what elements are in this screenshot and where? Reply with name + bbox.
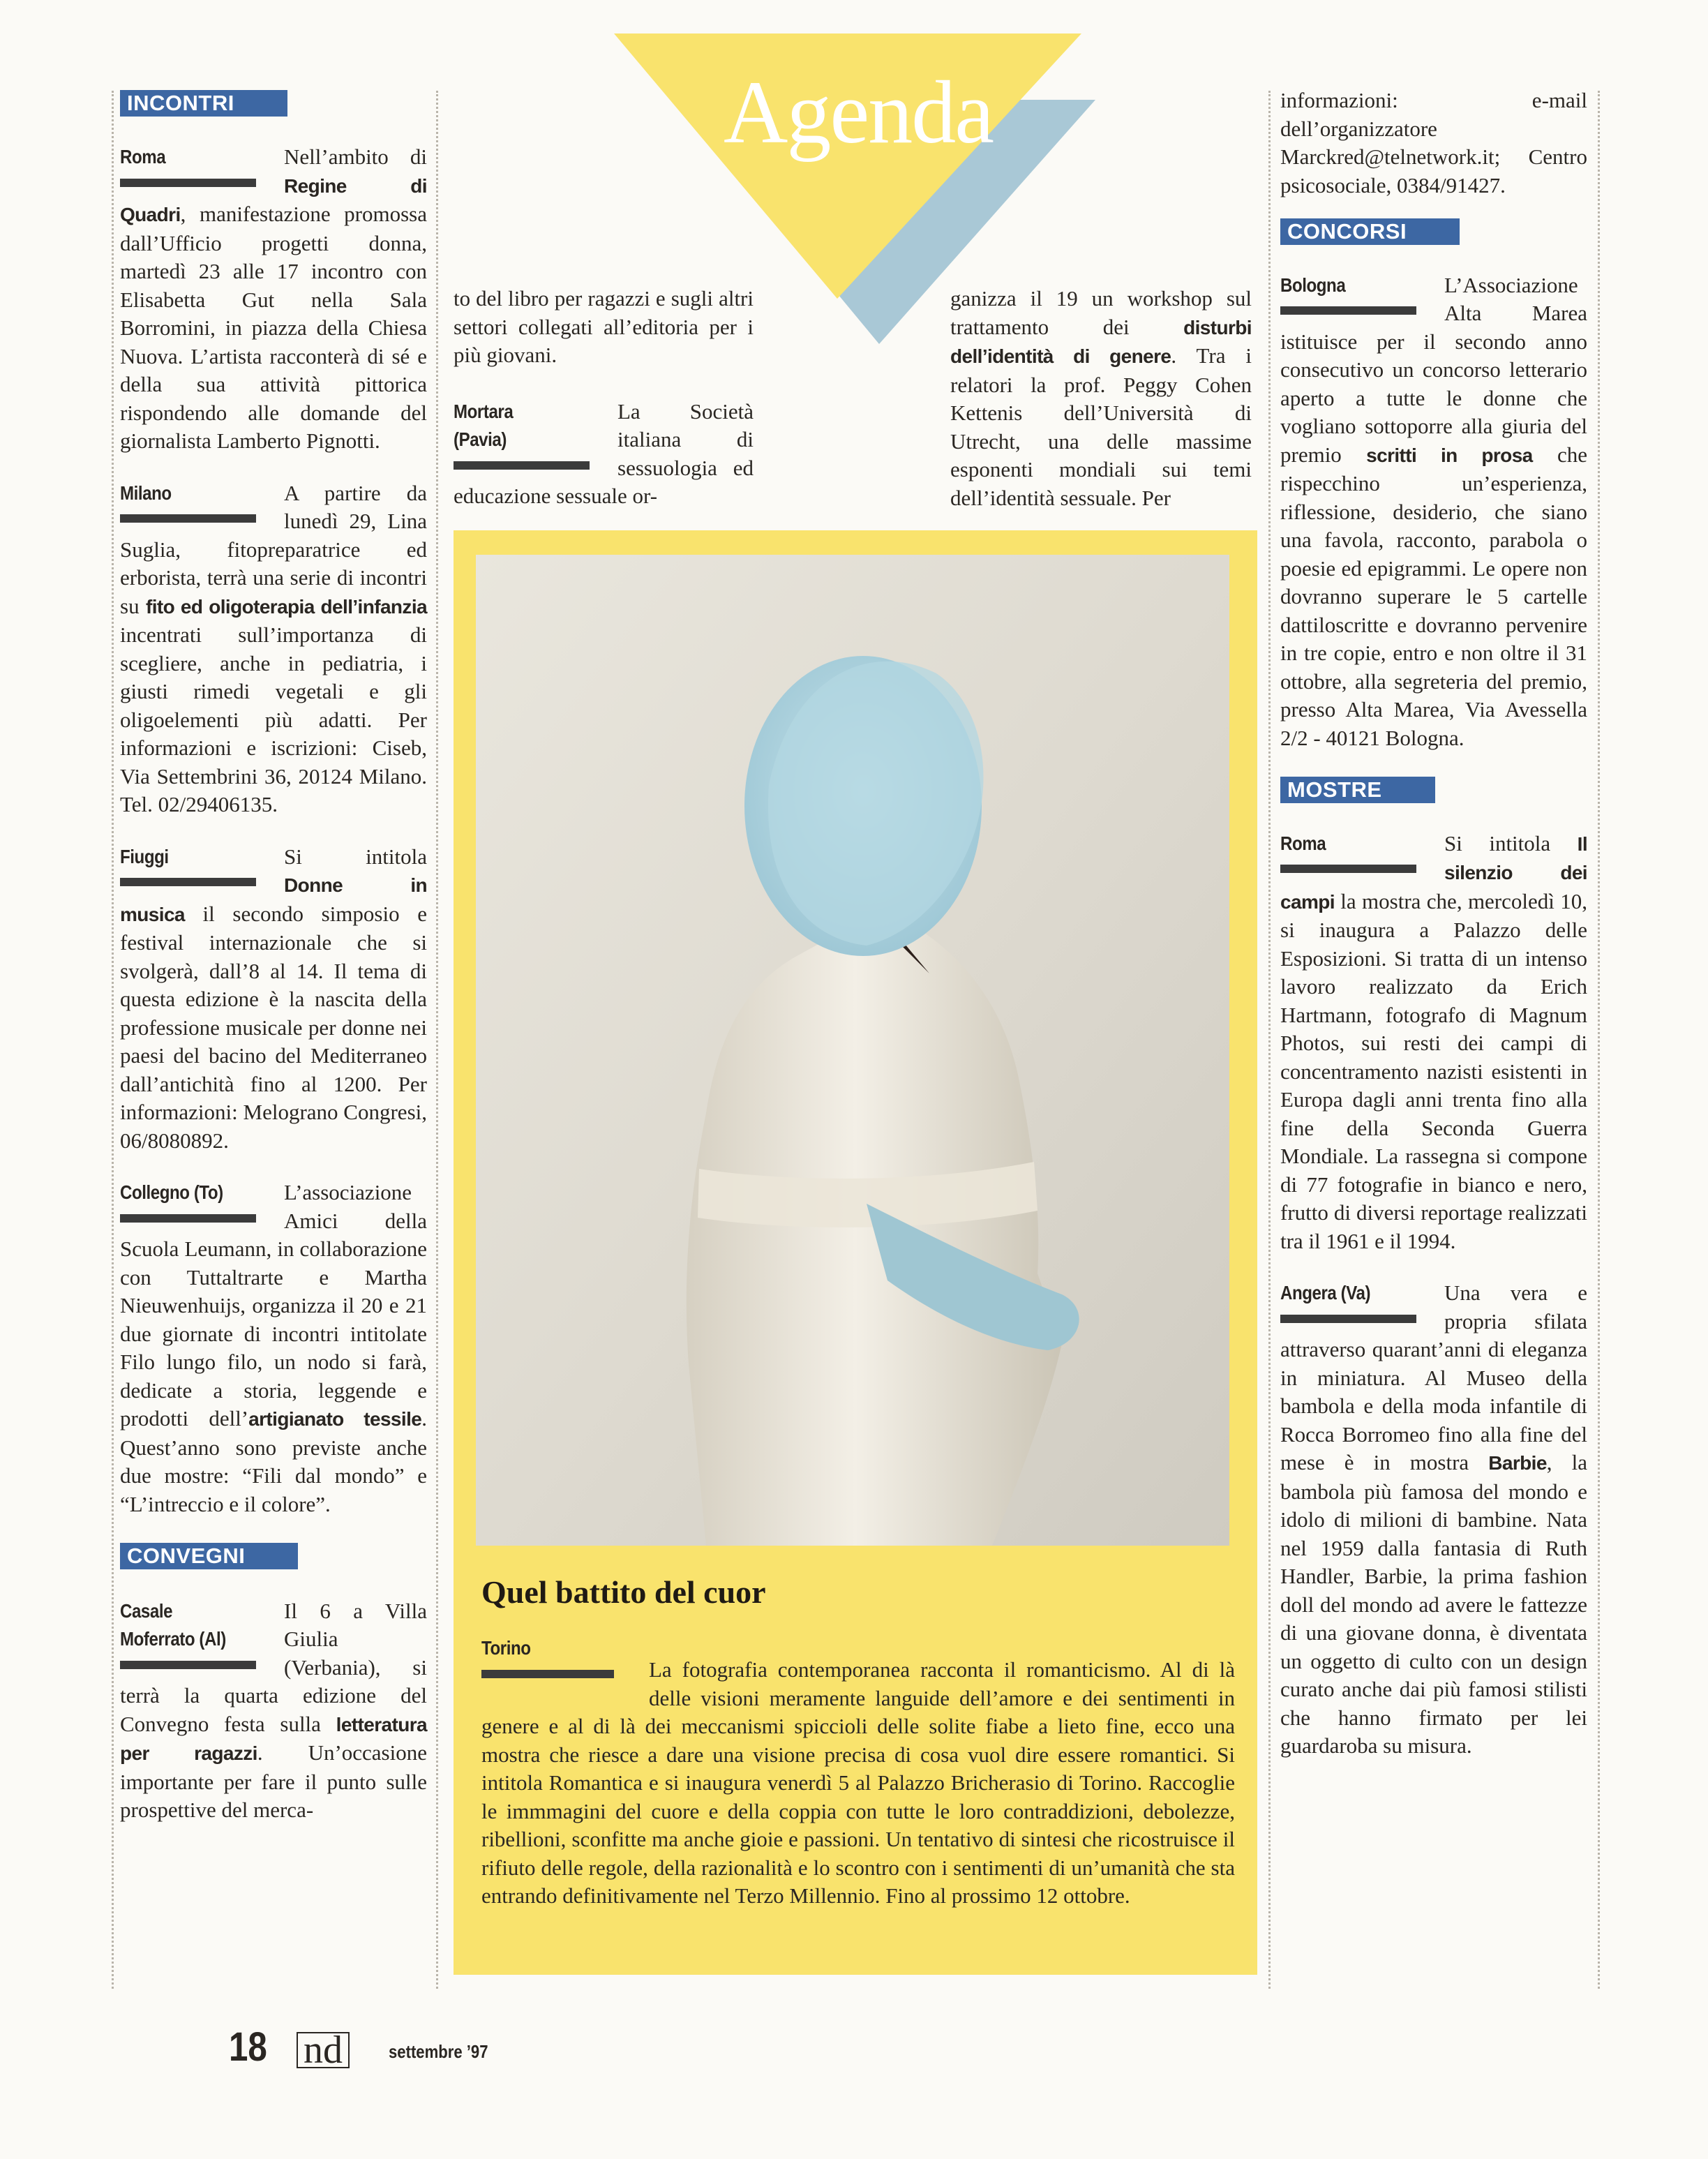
entry-roma-mostre: Roma Si intitola Il silenzio dei campi la mostra che, mercoledì 10, si inaugura a Palazzo delle Esposizioni. Si tratta di un intenso lavoro realizzato da Erich Hartmann, fotografo di Magnum Photos, sui resti dei campi di concentramento nazisti esistenti in Europa dagli anni trenta fino alla fine della Seconda Guerra Mondiale. La rassegna si compone di 77 fotografie in bianco e nero, frutto di diversi reportage realizzati tra il 1961 e il 1994. [1280, 830, 1587, 1253]
city-rule [1280, 306, 1416, 315]
city-rule [120, 878, 256, 886]
continued-text: to del libro per ragazzi e sugli altri settori collegati all’editoria per i più giovani. [454, 286, 754, 367]
column-rule [1268, 91, 1271, 1989]
page-title: Agenda [723, 63, 994, 162]
middle-column-2: ganizza il 19 un workshop sul trattamento dei disturbi dell’identità di genere. Tra i relatori la prof. Peggy Cohen Kettenis dell’Università di Utrecht, una delle massime esponenti mondiali sui temi dell’identità sessuale. Per [950, 286, 1252, 510]
feature-text: Torino La fotografia contemporanea racconta il romanticismo. Al di là delle visioni meramente languide dell’amore e dei sentimenti in genere e al di là dei meccanismi spiccioli delle solite fiabe a lieto fine, ecco una mostra che riesce a dare una visione precisa di cosa vuol dire essere romantici. Si intitola Romantica e si inaugura venerdì 5 al Palazzo Bricherasio di Torino. Raccoglie le immmagini del cuore e della coppia con tutte le loro contraddizioni, debolezze, ribellioni, sconfitte ma anche gioie e passioni. Un tentativo di sintesi che ricostruisce il rifiuto delle regole, della razionalità e lo scontro con i sentimenti di un’umanità che sta entrando definitivamente nel Terzo Millennio. Fino al prossimo 12 ottobre. [481, 1634, 1235, 1932]
entry-roma: Roma Nell’ambito di Regine di Quadri, manifestazione promossa dall’Ufficio progetti donna, martedì 23 alle 17 incontro con Elisabetta Gut nella Sala Borromini, in piazza della Chiesa Nuova. L’artista racconterà di sé e della sua attività pittorica rispondendo alle domande del giornalista Lamberto Pignotti. [120, 144, 427, 453]
entry-angera: Angera (Va) Una vera e propria sfilata attraverso quarant’anni di eleganza in miniatura. Al Museo della bambola e della moda infantile di Rocca Borromeo fino alla fine del mese è in mostra Barbie, la bambola più famosa del mondo e idolo di milioni di bambine. Nata nel 1959 dalla fantasia di Ruth Handler, Barbie, la prima fashion doll del mondo ad avere le fattezze di una giovane donna, è diventata un oggetto di culto con un design curato anche dai più famosi stilisti che hanno firmato per lei guardaroba su misura. [1280, 1280, 1587, 1758]
city-rule [1280, 865, 1416, 873]
entry-city: Torino [481, 1637, 531, 1659]
entry-mortara: Mortara (Pavia) La Società italiana di sessuologia ed educazione sessuale or- [454, 398, 754, 508]
page-number: 18 [229, 2024, 267, 2070]
entry-collegno: Collegno (To) L’associazione Amici della Scuola Leumann, in collaborazione con Tuttaltrarte e Martha Nieuwenhuijs, organizza il 20 e 21 due giornate di incontri intitolate Filo lungo filo, un nodo si farà, dedicate a storia, leggende e prodotti dell’artigianato tessile. Quest’anno sono previste anche due mostre: “Fili dal mondo” e “L’intreccio e il colore”. [120, 1180, 427, 1516]
section-label-convegni: CONVEGNI [120, 1543, 255, 1569]
magazine-logo: nd [297, 2032, 350, 2068]
left-column-flow [120, 143, 427, 1848]
column-rule [436, 91, 438, 1989]
entry-city: Milano [120, 481, 172, 504]
right-column [1280, 87, 1587, 1784]
column-rule [112, 91, 114, 1989]
section-label-incontri: INCONTRI [120, 90, 244, 117]
city-rule [120, 179, 256, 187]
section-label-mostre: MOSTRE [1280, 777, 1392, 803]
section-label-concorsi: CONCORSI [1280, 218, 1416, 245]
city-rule [481, 1670, 614, 1678]
column-rule [1598, 91, 1600, 1989]
romantic-figure-photo [476, 555, 1229, 1546]
entry-bologna: Bologna L’Associazione Alta Marea istituisce per il secondo anno consecutivo un concorso letterario aperto a tutte le donne che vogliano sottoporre alla giuria del premio scritti in prosa che rispecchino un’esperienza, riflessione, desiderio, che siano una favola, racconto, parabola o poesie ed epigrammi. Le opere non dovranno superare le 5 cartelle dattiloscritte e dovranno pervenire in tre copie, entro e non oltre il 31 ottobre, alla segreteria del premio, presso Alta Marea, Via Avessella 2/2 - 40121 Bologna. [1280, 272, 1587, 750]
entry-city: Fiuggi [120, 845, 169, 867]
entry-city: Collegno (To) [120, 1181, 223, 1203]
city-rule [120, 1661, 256, 1669]
entry-city: Moferrato (Al) [120, 1628, 226, 1650]
feature-title: Quel battito del cuor [481, 1574, 766, 1610]
city-rule [120, 514, 256, 523]
left-column [120, 89, 427, 118]
city-rule [454, 461, 590, 470]
entry-city: Mortara [454, 400, 514, 422]
entry-fiuggi: Fiuggi Si intitola Donne in musica il secondo simposio e festival internazionale che si svolgerà, dall’8 al 14. Il tema di questa edizione è la nascita della professione musicale per donne nei paesi del bacino del Mediterraneo dall’antichità fino al 1200. Per informazioni: Melograno Congresi, 06/8080892. [120, 844, 427, 1153]
feature-photo [476, 555, 1229, 1546]
entry-milano: Milano A partire da lunedì 29, Lina Suglia, fitopreparatrice ed erborista, terrà una serie di incontri su fito ed oligoterapia dell’infanzia incentrati sull’importanza di scegliere, anche in pediatria, i giusti rimedi vegetali e gli oligoelementi più adatti. Per informazioni e iscrizioni: Ciseb, Via Settembrini 36, 20124 Milano. Tel. 02/29406135. [120, 480, 427, 816]
entry-city: Roma [120, 146, 166, 167]
entry-city: Angera (Va) [1280, 1282, 1371, 1303]
entry-city: Bologna [1280, 274, 1346, 296]
city-rule [120, 1214, 256, 1223]
entry-city: (Pavia) [454, 428, 507, 450]
issue-date: settembre ’97 [389, 2041, 488, 2062]
city-rule [1280, 1315, 1416, 1323]
entry-city: Roma [1280, 832, 1326, 854]
middle-column-1 [454, 285, 754, 535]
entry-city: Casale [120, 1599, 173, 1622]
entry-casale: Casale Moferrato (Al) Il 6 a Villa Giulia (Verbania), si terrà la quarta edizione del Convegno festa sulla letteratura per ragazzi. Un’occasione importante per fare il punto sulle prospettive del merca- [120, 1598, 427, 1822]
continued-text: informazioni: e-mail dell’organizzatore Marckred@telnetwork.it; Centro psicosociale, 0384/91427. [1280, 88, 1587, 197]
